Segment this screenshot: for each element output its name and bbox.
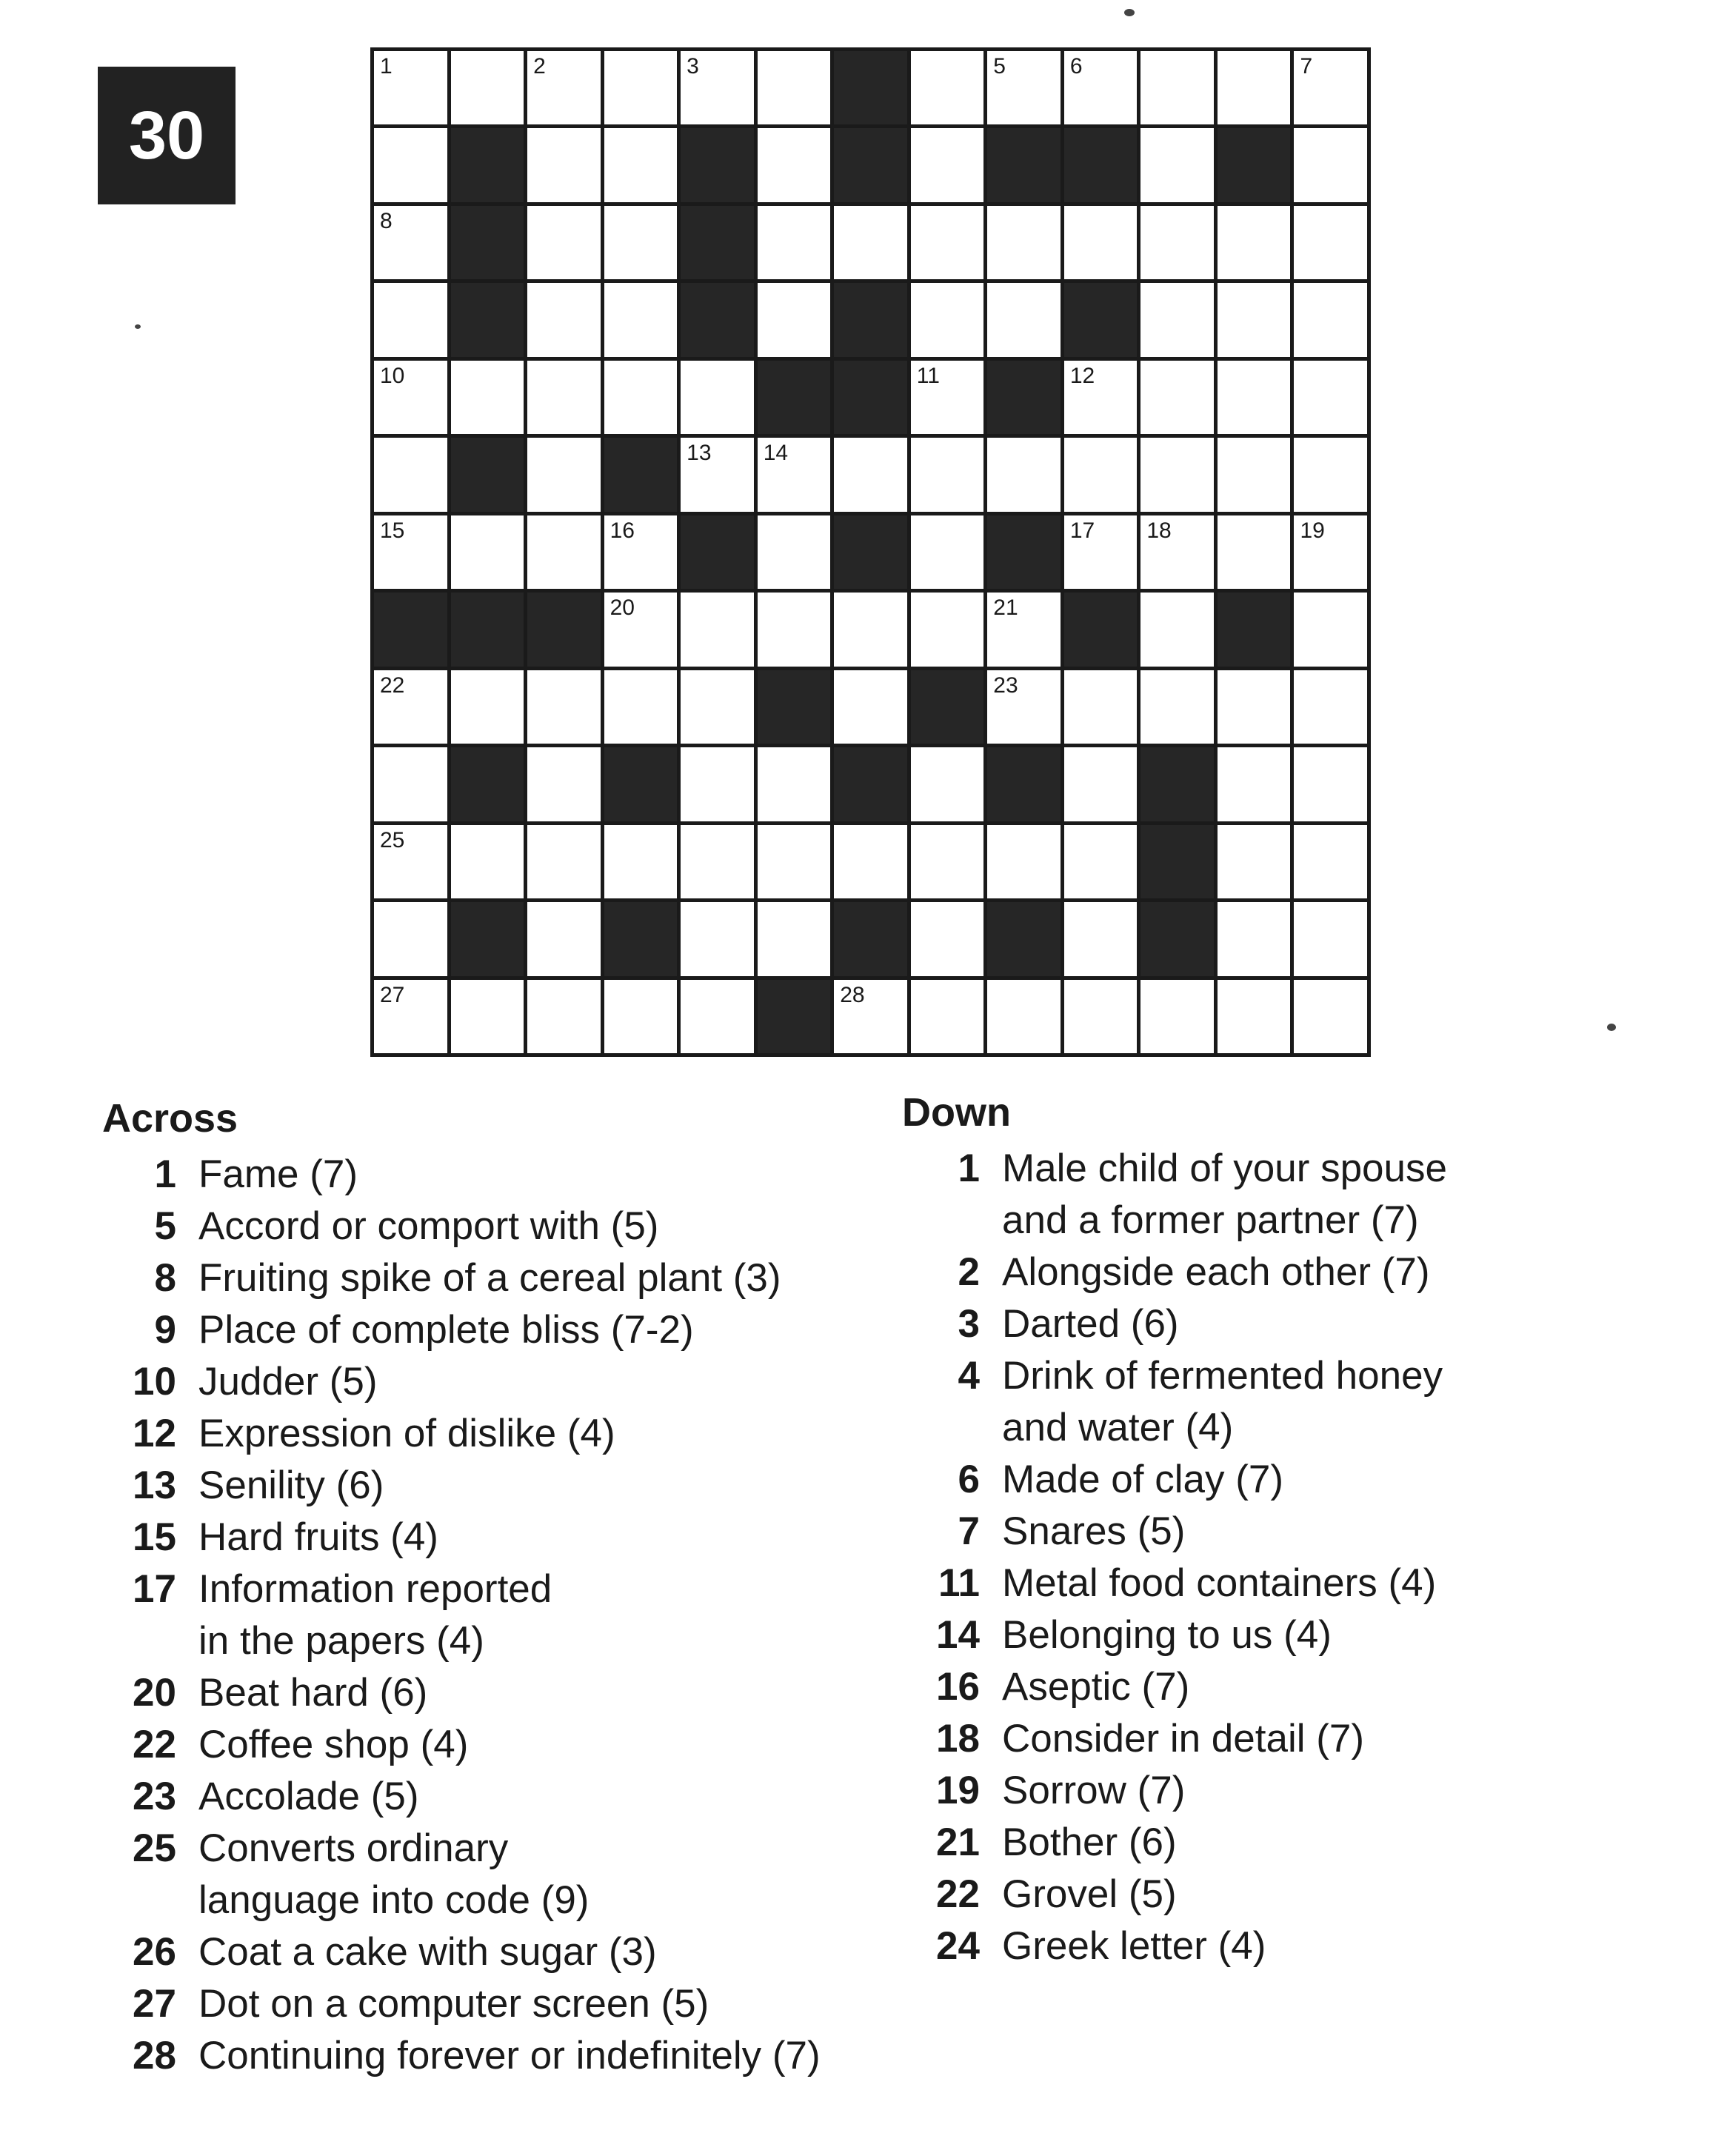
clue-number: 24 bbox=[936, 1923, 980, 1968]
black-square bbox=[1218, 593, 1291, 666]
grid-cell bbox=[604, 670, 678, 744]
black-square bbox=[1064, 283, 1138, 356]
clue-text: Dot on a computer screen (5) bbox=[198, 1981, 709, 2026]
clue-number: 22 bbox=[936, 1872, 980, 1916]
grid-cell bbox=[527, 438, 601, 511]
clue-text: Judder (5) bbox=[198, 1359, 378, 1404]
black-square bbox=[834, 515, 907, 589]
cell-number: 3 bbox=[687, 54, 699, 79]
across-clue bbox=[102, 1667, 917, 1719]
clue-number: 19 bbox=[936, 1768, 980, 1812]
cell-number: 2 bbox=[533, 54, 546, 79]
black-square bbox=[1218, 128, 1291, 201]
down-clue bbox=[902, 1765, 1643, 1817]
grid-cell bbox=[681, 438, 754, 511]
black-square bbox=[1064, 593, 1138, 666]
grid-cell bbox=[1218, 902, 1291, 975]
down-clue bbox=[902, 1454, 1643, 1506]
clue-text: Place of complete bliss (7-2) bbox=[198, 1307, 694, 1352]
grid-cell bbox=[604, 51, 678, 124]
grid-cell bbox=[987, 283, 1061, 356]
clue-text: Converts ordinary language into code (9) bbox=[198, 1826, 590, 1922]
clue-number: 15 bbox=[133, 1515, 176, 1559]
black-square bbox=[834, 902, 907, 975]
grid-cell bbox=[527, 902, 601, 975]
grid-cell bbox=[527, 206, 601, 279]
black-square bbox=[451, 902, 524, 975]
black-square bbox=[1064, 128, 1138, 201]
grid-cell bbox=[681, 361, 754, 434]
clue-text: Hard fruits (4) bbox=[198, 1515, 438, 1559]
grid-cell bbox=[374, 515, 447, 589]
black-square bbox=[451, 438, 524, 511]
grid-cell bbox=[758, 283, 831, 356]
clue-text: Drink of fermented honey and water (4) bbox=[1002, 1353, 1443, 1449]
grid-cell bbox=[1218, 747, 1291, 821]
scan-speck bbox=[135, 324, 141, 329]
down-clue bbox=[902, 1350, 1643, 1454]
clue-number: 17 bbox=[133, 1566, 176, 1611]
black-square bbox=[374, 593, 447, 666]
grid-cell bbox=[604, 593, 678, 666]
across-clue bbox=[102, 1823, 917, 1926]
grid-cell bbox=[1140, 438, 1214, 511]
grid-cell bbox=[1294, 670, 1367, 744]
clue-text: Alongside each other (7) bbox=[1002, 1249, 1430, 1294]
across-clue bbox=[102, 1719, 917, 1771]
grid-cell bbox=[374, 128, 447, 201]
grid-cell bbox=[681, 670, 754, 744]
grid-cell bbox=[527, 825, 601, 898]
grid-cell bbox=[1294, 825, 1367, 898]
grid-cell bbox=[451, 515, 524, 589]
grid-cell bbox=[1140, 128, 1214, 201]
grid-cell bbox=[758, 438, 831, 511]
grid-cell bbox=[604, 980, 678, 1053]
grid-cell bbox=[911, 206, 984, 279]
grid-cell bbox=[1140, 283, 1214, 356]
grid-cell bbox=[527, 747, 601, 821]
grid-cell bbox=[911, 283, 984, 356]
clue-number: 2 bbox=[958, 1249, 980, 1294]
grid-cell bbox=[1140, 670, 1214, 744]
grid-cell bbox=[1218, 283, 1291, 356]
grid-cell bbox=[451, 670, 524, 744]
black-square bbox=[834, 51, 907, 124]
grid-cell bbox=[1294, 51, 1367, 124]
clue-number: 22 bbox=[133, 1722, 176, 1766]
clue-text: Accord or comport with (5) bbox=[198, 1204, 659, 1248]
cell-number: 28 bbox=[840, 982, 865, 1007]
grid-cell bbox=[911, 825, 984, 898]
grid-cell bbox=[1294, 515, 1367, 589]
grid-cell bbox=[451, 980, 524, 1053]
grid-cell bbox=[1140, 51, 1214, 124]
clue-text: Snares (5) bbox=[1002, 1509, 1186, 1553]
clue-number: 6 bbox=[958, 1457, 980, 1501]
cell-number: 1 bbox=[380, 54, 393, 79]
clue-number: 26 bbox=[133, 1929, 176, 1974]
clue-text: Information reported in the papers (4) bbox=[198, 1566, 552, 1663]
down-heading: Down bbox=[902, 1090, 1011, 1135]
grid-cell bbox=[758, 515, 831, 589]
clue-text: Fruiting spike of a cereal plant (3) bbox=[198, 1255, 781, 1300]
clue-number: 27 bbox=[133, 1981, 176, 2026]
black-square bbox=[1140, 902, 1214, 975]
across-clue bbox=[102, 1460, 917, 1512]
grid-cell bbox=[1294, 128, 1367, 201]
cell-number: 8 bbox=[380, 208, 393, 233]
black-square bbox=[604, 438, 678, 511]
clue-text: Grovel (5) bbox=[1002, 1872, 1177, 1916]
grid-cell bbox=[911, 980, 984, 1053]
black-square bbox=[451, 283, 524, 356]
grid-cell bbox=[374, 361, 447, 434]
grid-cell bbox=[1294, 747, 1367, 821]
grid-cell bbox=[1294, 593, 1367, 666]
black-square bbox=[681, 283, 754, 356]
down-clue bbox=[902, 1506, 1643, 1558]
clue-number: 3 bbox=[958, 1301, 980, 1346]
grid-cell bbox=[987, 51, 1061, 124]
grid-cell bbox=[681, 980, 754, 1053]
clue-text: Made of clay (7) bbox=[1002, 1457, 1283, 1501]
cell-number: 17 bbox=[1069, 518, 1095, 543]
clue-number: 12 bbox=[133, 1411, 176, 1455]
cell-number: 25 bbox=[380, 827, 405, 852]
across-clue bbox=[102, 1304, 917, 1356]
black-square bbox=[451, 593, 524, 666]
grid-cell bbox=[758, 51, 831, 124]
clue-number: 18 bbox=[936, 1716, 980, 1760]
across-clue bbox=[102, 1926, 917, 1978]
scan-speck bbox=[1124, 9, 1135, 16]
grid-cell bbox=[987, 593, 1061, 666]
clue-number: 9 bbox=[154, 1307, 176, 1352]
grid-cell bbox=[527, 515, 601, 589]
grid-cell bbox=[911, 593, 984, 666]
grid-cell bbox=[1064, 902, 1138, 975]
grid-cell bbox=[1218, 361, 1291, 434]
grid-cell bbox=[758, 206, 831, 279]
clue-number: 16 bbox=[936, 1664, 980, 1709]
clue-text: Senility (6) bbox=[198, 1463, 384, 1507]
grid-cell bbox=[1064, 980, 1138, 1053]
grid-cell bbox=[527, 361, 601, 434]
clue-text: Consider in detail (7) bbox=[1002, 1716, 1365, 1760]
cell-number: 22 bbox=[380, 673, 405, 698]
grid-cell bbox=[1218, 980, 1291, 1053]
across-clue bbox=[102, 1408, 917, 1460]
grid-cell bbox=[987, 980, 1061, 1053]
grid-cell bbox=[527, 670, 601, 744]
grid-cell bbox=[1218, 206, 1291, 279]
grid-cell bbox=[527, 980, 601, 1053]
cell-number: 20 bbox=[609, 595, 635, 621]
grid-cell bbox=[374, 747, 447, 821]
grid-cell bbox=[911, 128, 984, 201]
grid-cell bbox=[1218, 670, 1291, 744]
black-square bbox=[681, 515, 754, 589]
clue-text: Darted (6) bbox=[1002, 1301, 1179, 1346]
across-clue bbox=[102, 1252, 917, 1304]
down-clues bbox=[902, 1089, 1643, 1972]
grid-cell bbox=[1064, 747, 1138, 821]
grid-cell bbox=[604, 283, 678, 356]
down-clue bbox=[902, 1920, 1643, 1972]
grid-cell bbox=[911, 747, 984, 821]
clue-number: 4 bbox=[958, 1353, 980, 1398]
clue-text: Accolade (5) bbox=[198, 1774, 419, 1818]
cell-number: 15 bbox=[380, 518, 405, 543]
cell-number: 18 bbox=[1146, 518, 1172, 543]
black-square bbox=[604, 747, 678, 821]
grid-cell bbox=[527, 128, 601, 201]
grid-cell bbox=[1064, 670, 1138, 744]
across-clue bbox=[102, 1201, 917, 1252]
black-square bbox=[1140, 825, 1214, 898]
grid-cell bbox=[987, 825, 1061, 898]
grid-cell bbox=[681, 747, 754, 821]
cell-number: 6 bbox=[1069, 54, 1083, 79]
clue-text: Metal food containers (4) bbox=[1002, 1561, 1437, 1605]
grid-cell bbox=[911, 438, 984, 511]
grid-cell bbox=[527, 283, 601, 356]
across-clue bbox=[102, 1356, 917, 1408]
across-clue bbox=[102, 1771, 917, 1823]
across-clue bbox=[102, 1149, 917, 1201]
across-clue bbox=[102, 2030, 917, 2082]
grid-cell bbox=[834, 670, 907, 744]
grid-cell bbox=[374, 670, 447, 744]
clue-number: 23 bbox=[133, 1774, 176, 1818]
grid-cell bbox=[374, 980, 447, 1053]
black-square bbox=[987, 515, 1061, 589]
grid-cell bbox=[1294, 980, 1367, 1053]
cell-number: 12 bbox=[1069, 363, 1095, 388]
grid-cell bbox=[1218, 825, 1291, 898]
grid-cell bbox=[987, 438, 1061, 511]
clue-number: 1 bbox=[958, 1146, 980, 1190]
down-clue bbox=[902, 1713, 1643, 1765]
grid-cell bbox=[451, 51, 524, 124]
cell-number: 14 bbox=[763, 441, 789, 466]
down-clue bbox=[902, 1298, 1643, 1350]
grid-cell bbox=[604, 825, 678, 898]
black-square bbox=[987, 361, 1061, 434]
grid-cell bbox=[834, 438, 907, 511]
grid-cell bbox=[374, 438, 447, 511]
grid-cell bbox=[1140, 593, 1214, 666]
cell-number: 19 bbox=[1300, 518, 1325, 543]
clue-text: Fame (7) bbox=[198, 1152, 358, 1196]
clue-number: 8 bbox=[154, 1255, 176, 1300]
scan-speck bbox=[1607, 1024, 1616, 1031]
grid-cell bbox=[1064, 361, 1138, 434]
clue-text: Belonging to us (4) bbox=[1002, 1612, 1332, 1657]
across-clue bbox=[102, 1512, 917, 1563]
clue-number: 7 bbox=[958, 1509, 980, 1553]
grid-cell bbox=[1064, 51, 1138, 124]
clue-number: 21 bbox=[936, 1820, 980, 1864]
grid-cell bbox=[758, 902, 831, 975]
grid-cell bbox=[911, 902, 984, 975]
black-square bbox=[987, 747, 1061, 821]
grid-cell bbox=[758, 825, 831, 898]
cell-number: 27 bbox=[380, 982, 405, 1007]
down-clue-list bbox=[902, 1143, 1643, 1972]
black-square bbox=[604, 902, 678, 975]
grid-cell bbox=[911, 51, 984, 124]
cell-number: 13 bbox=[687, 441, 712, 466]
black-square bbox=[451, 128, 524, 201]
clue-text: Greek letter (4) bbox=[1002, 1923, 1266, 1968]
clue-text: Expression of dislike (4) bbox=[198, 1411, 615, 1455]
cell-number: 10 bbox=[380, 363, 405, 388]
clue-number: 1 bbox=[154, 1152, 176, 1196]
black-square bbox=[451, 747, 524, 821]
grid-cell bbox=[604, 361, 678, 434]
grid-cell bbox=[374, 283, 447, 356]
grid-cell bbox=[1218, 51, 1291, 124]
down-clue bbox=[902, 1817, 1643, 1869]
black-square bbox=[681, 128, 754, 201]
cell-number: 5 bbox=[993, 54, 1006, 79]
grid-cell bbox=[604, 206, 678, 279]
clue-number: 11 bbox=[938, 1561, 980, 1605]
clue-number: 20 bbox=[133, 1670, 176, 1715]
grid-cell bbox=[834, 206, 907, 279]
black-square bbox=[834, 283, 907, 356]
grid-cell bbox=[1294, 361, 1367, 434]
grid-cell bbox=[834, 593, 907, 666]
grid-cell bbox=[451, 361, 524, 434]
across-clue bbox=[102, 1563, 917, 1667]
grid-cell bbox=[758, 128, 831, 201]
grid-cell bbox=[758, 593, 831, 666]
clue-number: 25 bbox=[133, 1826, 176, 1870]
down-clue bbox=[902, 1869, 1643, 1920]
grid-cell bbox=[1294, 206, 1367, 279]
black-square bbox=[834, 128, 907, 201]
grid-cell bbox=[374, 206, 447, 279]
clue-text: Sorrow (7) bbox=[1002, 1768, 1186, 1812]
grid-cell bbox=[1064, 206, 1138, 279]
grid-cell bbox=[987, 670, 1061, 744]
clue-number: 14 bbox=[936, 1612, 980, 1657]
grid-cell bbox=[527, 51, 601, 124]
black-square bbox=[987, 128, 1061, 201]
grid-cell bbox=[681, 593, 754, 666]
down-clue bbox=[902, 1609, 1643, 1661]
grid-cell bbox=[911, 361, 984, 434]
grid-cell bbox=[911, 515, 984, 589]
grid-cell bbox=[451, 825, 524, 898]
clue-number: 5 bbox=[154, 1204, 176, 1248]
black-square bbox=[758, 980, 831, 1053]
grid-cell bbox=[1218, 515, 1291, 589]
clue-text: Beat hard (6) bbox=[198, 1670, 428, 1715]
grid-cell bbox=[374, 825, 447, 898]
cell-number: 11 bbox=[916, 363, 940, 388]
crossword-grid bbox=[370, 47, 1371, 1057]
down-clue bbox=[902, 1143, 1643, 1246]
grid-cell bbox=[1064, 825, 1138, 898]
grid-cell bbox=[374, 51, 447, 124]
grid-cell bbox=[834, 980, 907, 1053]
grid-cell bbox=[1140, 206, 1214, 279]
grid-cell bbox=[1294, 438, 1367, 511]
black-square bbox=[834, 747, 907, 821]
down-clue bbox=[902, 1661, 1643, 1713]
black-square bbox=[1140, 747, 1214, 821]
black-square bbox=[681, 206, 754, 279]
black-square bbox=[527, 593, 601, 666]
grid-cell bbox=[1140, 361, 1214, 434]
black-square bbox=[911, 670, 984, 744]
grid-cell bbox=[604, 128, 678, 201]
across-clue bbox=[102, 1978, 917, 2030]
black-square bbox=[987, 902, 1061, 975]
across-clues bbox=[102, 1095, 917, 2082]
grid-cell bbox=[681, 825, 754, 898]
grid-cell bbox=[1294, 283, 1367, 356]
grid-cell bbox=[758, 747, 831, 821]
clue-text: Coat a cake with sugar (3) bbox=[198, 1929, 657, 1974]
cell-number: 23 bbox=[993, 673, 1018, 698]
grid-cell bbox=[1294, 902, 1367, 975]
black-square bbox=[834, 361, 907, 434]
clue-number: 10 bbox=[133, 1359, 176, 1404]
across-clue-list bbox=[102, 1149, 917, 2082]
black-square bbox=[758, 361, 831, 434]
black-square bbox=[451, 206, 524, 279]
grid-cell bbox=[1140, 515, 1214, 589]
clue-number: 13 bbox=[133, 1463, 176, 1507]
grid-cell bbox=[604, 515, 678, 589]
grid-cell bbox=[987, 206, 1061, 279]
grid-cell bbox=[1064, 515, 1138, 589]
down-clue bbox=[902, 1558, 1643, 1609]
cell-number: 16 bbox=[609, 518, 635, 543]
cell-number: 21 bbox=[993, 595, 1018, 621]
grid-cell bbox=[681, 51, 754, 124]
cell-number: 7 bbox=[1300, 54, 1313, 79]
grid-cell bbox=[834, 825, 907, 898]
down-clue bbox=[902, 1246, 1643, 1298]
black-square bbox=[758, 670, 831, 744]
clue-text: Bother (6) bbox=[1002, 1820, 1177, 1864]
clue-number: 28 bbox=[133, 2033, 176, 2077]
grid-cell bbox=[374, 902, 447, 975]
across-heading: Across bbox=[102, 1096, 238, 1141]
grid-cell bbox=[681, 902, 754, 975]
grid-cell bbox=[1218, 438, 1291, 511]
puzzle-number-badge: 30 bbox=[98, 67, 236, 204]
clue-text: Aseptic (7) bbox=[1002, 1664, 1190, 1709]
grid-cell bbox=[1140, 980, 1214, 1053]
grid-cell bbox=[1064, 438, 1138, 511]
clue-text: Coffee shop (4) bbox=[198, 1722, 469, 1766]
clue-text: Continuing forever or indefinitely (7) bbox=[198, 2033, 821, 2077]
clue-text: Male child of your spouse and a former partner (7) bbox=[1002, 1146, 1447, 1242]
